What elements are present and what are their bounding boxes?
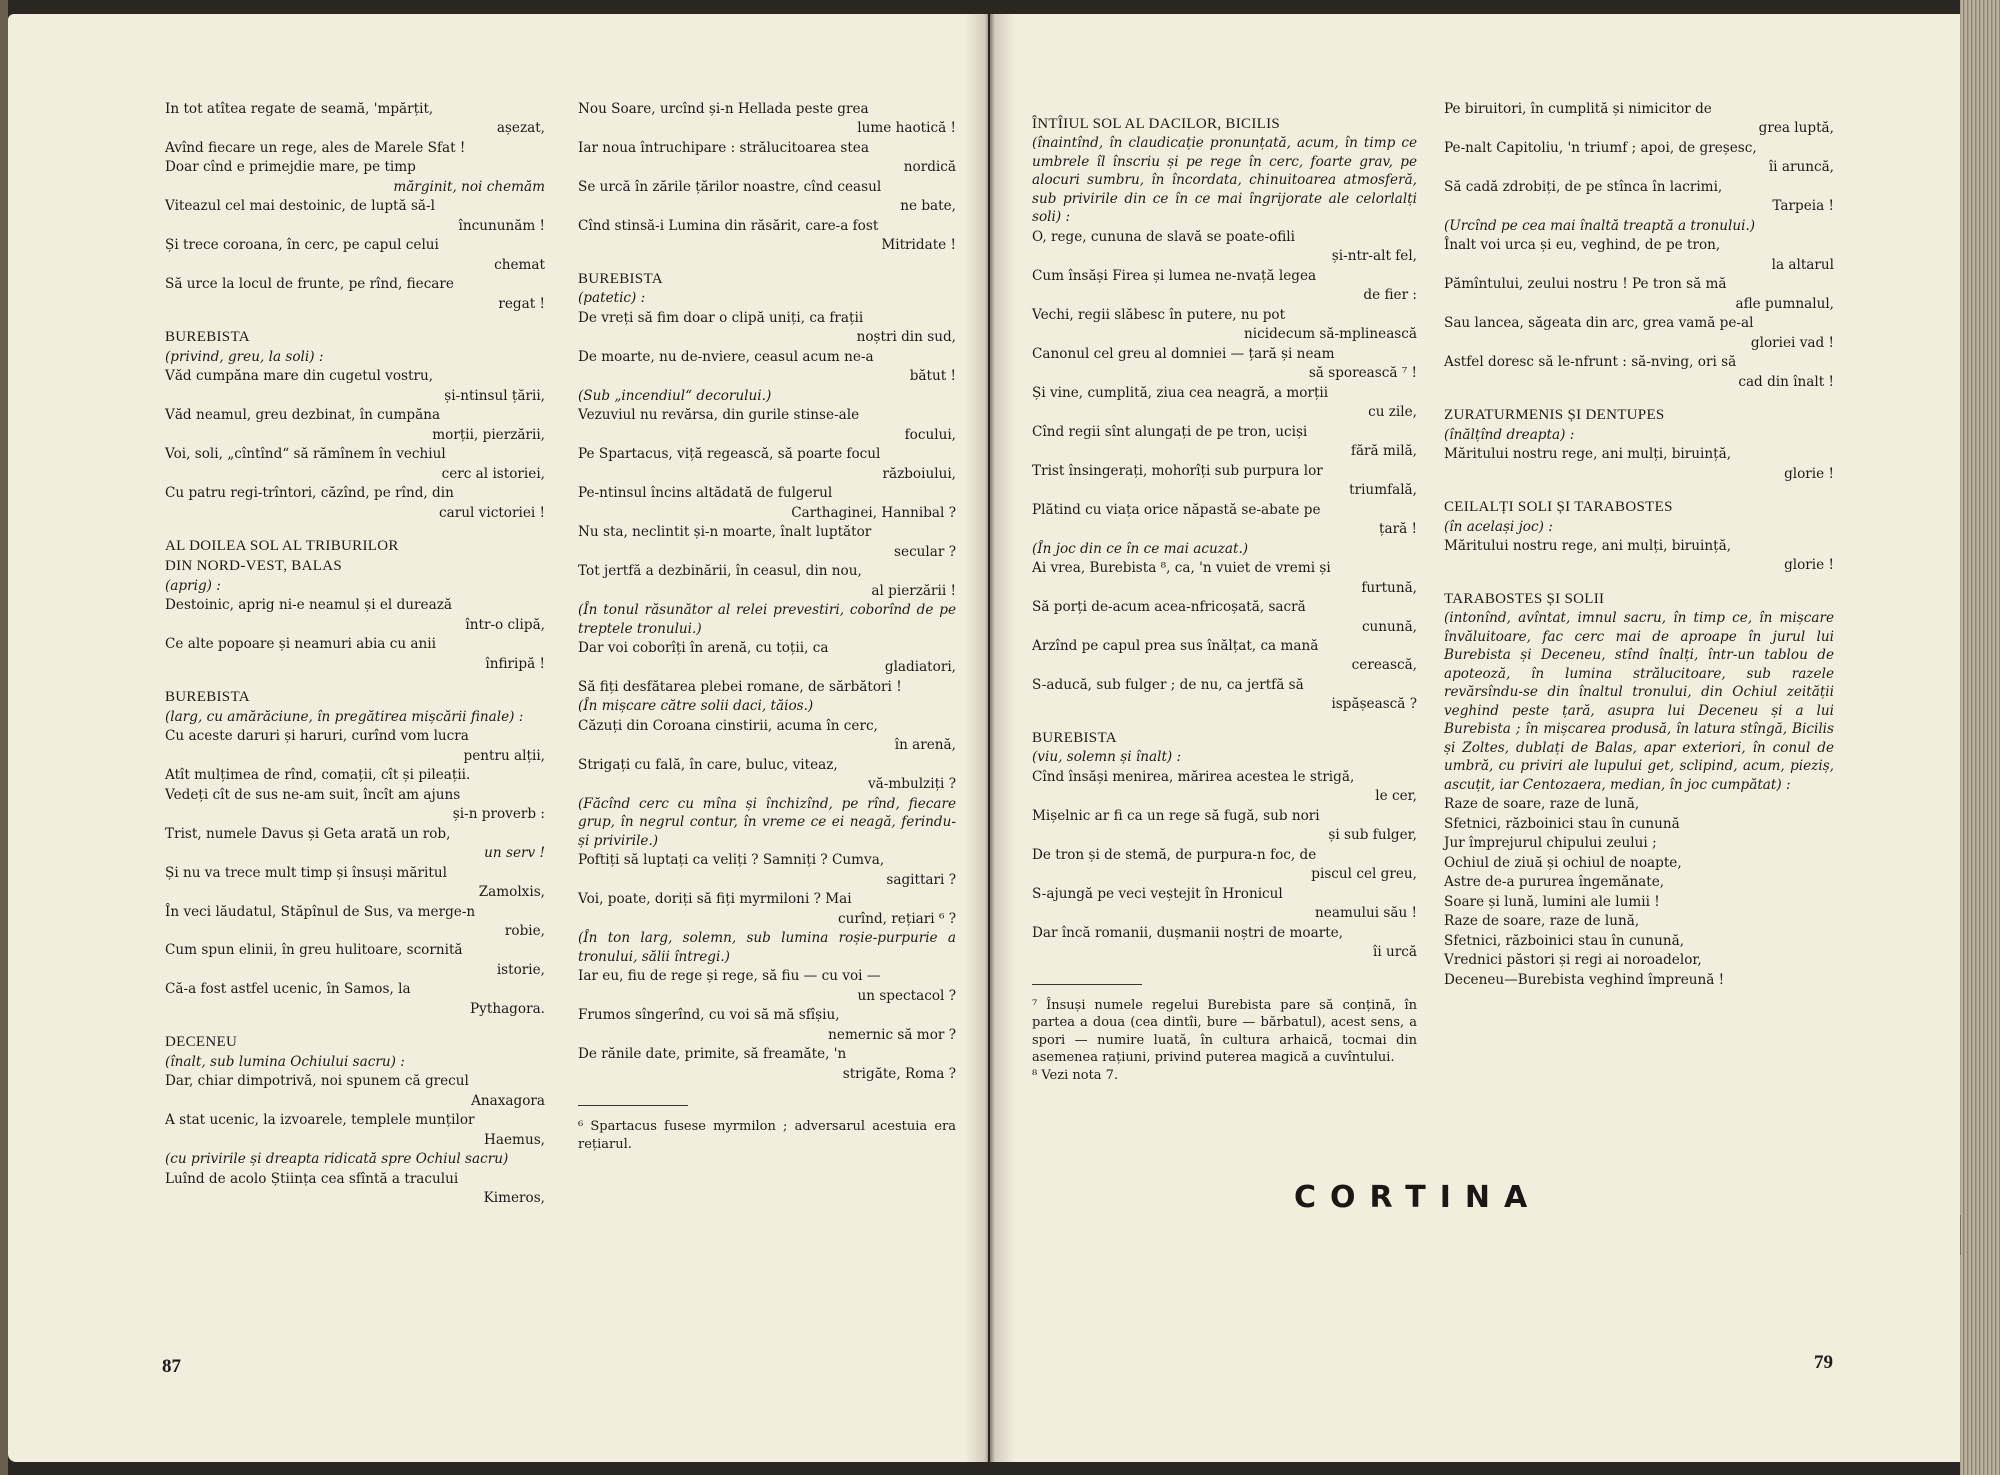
verse-line: Avînd fiecare un rege, ales de Marele Sfat ! [165,139,466,156]
right-book-edge [1960,0,2000,1475]
stage-direction: (aprig) : [165,577,221,594]
verse-line: Nu sta, neclintit și-n moarte, înalt luptător [578,524,872,541]
right-page-column-1 [1032,100,1417,1084]
verse-continuation: bătut ! [909,368,956,385]
verse-line: Poftiți să luptați ca veliți ? Samniți ? Cumva, [578,852,885,869]
verse-line: Doar cînd e primejdie mare, pe timp [165,159,416,176]
verse-line: Arzînd pe capul prea sus înălțat, ca mană [1032,637,1319,654]
hymn-line: Jur împrejurul chipului zeului ; [1444,835,1657,852]
verse-line: Ce alte popoare și neamuri abia cu anii [165,636,436,653]
right-page-column-2 [1444,100,1834,990]
verse-line: Înalt voi urca și eu, veghind, de pe tron, [1444,237,1721,254]
verse-continuation: gladiatori, [884,659,956,676]
verse-line: Cînd regii sînt alungați de pe tron, uciși [1032,423,1308,440]
speaker-name: TARABOSTES ȘI SOLII [1444,590,1605,607]
verse-continuation: sagittari ? [886,871,956,888]
verse-line: O, rege, cununa de slavă se poate-ofili [1032,228,1295,245]
verse-continuation: curînd, rețiari ⁶ ? [838,910,956,927]
speaker-name: ÎNTÎIUL SOL AL DACILOR, BICILIS [1032,116,1281,132]
verse-line: Și trece coroana, în cerc, pe capul celui [165,237,439,254]
stage-direction: (intonînd, avîntat, imnul sacru, în timp ce, în mișcare învăluitoare, fac cerc mai de aproape în jurul lui Burebista și Deceneu, stînd înalți, într-un tablou de apoteoză, în lumina strălucitoare, sub razele revărsîndu-se din înaltul tronului, din Ochiul zeității veghind peste țară, asupra lui Deceneu și a lui Burebista ; în mișcarea produsă, în latura stîngă, Bicilis și Zoltes, dublați de Balas, apar exteriori, în conul de umbră, cu priviri ale lupului get, sclipind, acum, pieziș, ascuțit, iar Centozaera, median, în joc cumpătat) : [1444,610,1834,793]
verse-continuation: nordică [903,159,956,176]
stage-direction: (În mișcare către solii daci, tăios.) [578,698,814,715]
verse-line: Sau lancea, săgeata din arc, grea vamă pe-al [1444,315,1754,332]
verse-line: De moarte, nu de-nviere, ceasul acum ne-a [578,348,874,365]
footnotes-7-8: ⁷ Însuși numele regelui Burebista pare să conțină, în partea a doua (cea dintîi, bure — bărbatul), acest sens, a spori — numire luată, în cultura arhaică, tocmai din asemenea rațiuni, privind puterea magică a cuvîntului. ⁸ Vezi nota 7. [1032,997,1417,1083]
verse-continuation: cerc al istoriei, [441,465,545,482]
verse-continuation: piscul cel greu, [1311,866,1417,883]
verse-line: Dar voi coborîți în arenă, cu toții, ca [578,639,829,656]
verse-line: Pe-ntinsul încins altădată de fulgerul [578,485,833,502]
verse-continuation: Haemus, [484,1131,545,1148]
verse-continuation: Carthaginei, Hannibal ? [791,504,956,521]
verse-continuation: Tarpeia ! [1772,198,1834,215]
stage-direction: (viu, solemn și înalt) : [1032,749,1182,766]
verse-line: S-ajungă pe veci veștejit în Hronicul [1032,885,1283,902]
verse-line: Canonul cel greu al domniei — țară și neam [1032,345,1335,362]
footnote-rule [1032,984,1142,985]
verse-line: Iar eu, fiu de rege și rege, să fiu — cu voi — [578,968,881,985]
verse-continuation: cad din înalt ! [1738,373,1834,390]
verse-continuation: furtună, [1361,579,1417,596]
verse-line: Și nu va trece mult timp și însuși măritul [165,864,447,881]
left-page-column-2-text [578,100,956,1083]
verse-line: Trist, numele Davus și Geta arată un rob, [165,825,451,842]
stage-direction: (cu privirile și dreapta ridicată spre Ochiul sacru) [165,1151,509,1168]
verse-continuation: Pythagora. [470,1000,545,1017]
verse-line: Că-a fost astfel ucenic, în Samos, la [165,981,411,998]
verse-continuation: focului, [904,426,956,443]
verse-line: Și vine, cumplită, ziua cea neagră, a morții [1032,384,1329,401]
hymn-line: Sfetnici, războinici stau în cunună, [1444,932,1685,949]
verse-continuation: vă-mbulziți ? [867,776,956,793]
verse-line: Cu aceste daruri și haruri, curînd vom lucra [165,728,469,745]
verse-continuation: și-ntinsul țării, [444,387,545,404]
verse-continuation: așezat, [496,120,545,137]
verse-line: Pe-nalt Capitoliu, 'n triumf ; apoi, de greșesc, [1444,139,1757,156]
verse-continuation: la altarul [1771,256,1834,273]
verse-line: Vedeți cît de sus ne-am suit, încît am ajuns [165,786,461,803]
verse-continuation: îi aruncă, [1768,159,1834,176]
verse-line: Iar noua întruchipare : strălucitoarea stea [578,139,869,156]
cortina-heading: CORTINA [1294,1180,1542,1215]
verse-line: Vechi, regii slăbesc în putere, nu pot [1032,306,1286,323]
verse-line: Măritului nostru rege, ani mulți, biruință, [1444,446,1732,463]
verse-continuation: războiului, [882,465,956,482]
verse-line: Să porți de-acum acea-nfricoșată, sacră [1032,599,1306,616]
verse-continuation: regat ! [498,295,545,312]
left-book-edge [0,0,8,1475]
verse-line: Să fiți desfătarea plebei romane, de sărbători ! [578,678,902,695]
verse-continuation: în arenă, [894,737,956,754]
verse-line: Cum spun elinii, în greu hulitoare, scornită [165,942,463,959]
verse-continuation: de fier : [1363,287,1417,304]
stage-direction: (înalt, sub lumina Ochiului sacru) : [165,1053,405,1070]
verse-line: Pe Spartacus, viță regească, să poarte focul [578,446,881,463]
verse-continuation: robie, [504,923,545,939]
verse-line: Căzuți din Coroana cinstirii, acuma în cerc, [578,717,878,734]
verse-line: Frumos sîngerînd, cu voi să mă sfîșiu, [578,1007,840,1024]
speaker-name: AL DOILEA SOL AL TRIBURILOR DIN NORD-VEST, BALAS [165,538,399,575]
verse-continuation: pentru alții, [463,747,545,764]
hymn-line: Sfetnici, războinici stau în cunună [1444,815,1680,832]
left-page-column-2 [578,100,956,1153]
verse-continuation: și-ntr-alt fel, [1331,248,1417,265]
speaker-name: ZURATURMENIS ȘI DENTUPES [1444,407,1665,424]
verse-line: Pămîntului, zeului nostru ! Pe tron să mă [1444,276,1727,293]
verse-continuation: chemat [494,256,545,273]
verse-line: Dar încă romanii, dușmanii noștri de moarte, [1032,924,1344,941]
verse-line: Cu patru regi-trîntori, căzînd, pe rînd, din [165,485,454,502]
hymn-line: Deceneu—Burebista veghind împreună ! [1444,971,1725,988]
verse-line: Să urce la locul de frunte, pe rînd, fiecare [165,276,454,293]
verse-continuation: un spectacol ? [857,987,956,1004]
stage-direction: (în același joc) : [1444,518,1553,535]
speaker-name: BUREBISTA [165,329,250,346]
verse-line: Strigați cu fală, în care, buluc, viteaz, [578,756,838,773]
verse-continuation: Kimeros, [483,1190,545,1207]
verse-line: De vreți să fim doar o clipă uniți, ca frații [578,309,864,326]
verse-continuation: ne bate, [900,198,956,215]
verse-line: Nou Soare, urcînd și-n Hellada peste grea [578,101,869,117]
verse-continuation: morții, pierzării, [432,426,545,443]
stage-direction: (înălțînd dreapta) : [1444,426,1575,443]
verse-continuation: înfiripă ! [485,655,545,672]
speaker-name: CEILALȚI SOLI ȘI TARABOSTES [1444,499,1673,516]
verse-line: Mișelnic ar fi ca un rege să fugă, sub nori [1032,807,1320,824]
hymn-line: Astre de-a pururea îngemănate, [1444,874,1665,891]
verse-line: Atît mulțimea de rînd, comații, cît și pileații. [165,767,471,784]
stage-direction: (patetic) : [578,290,646,307]
verse-continuation: Mitridate ! [881,237,956,254]
verse-continuation: noștri din sud, [856,329,956,346]
verse-line: Plătind cu viața orice năpastă se-abate pe [1032,501,1321,518]
verse-continuation: le cer, [1375,788,1417,805]
footnote-rule [578,1105,688,1106]
verse-continuation: cerească, [1351,657,1417,674]
verse-line: Voi, soli, „cîntînd“ să rămînem în vechiul [165,446,446,463]
hymn-line: Soare și lună, lumini ale lumii ! [1444,893,1660,910]
hymn-line: Raze de soare, raze de lună, [1444,913,1640,930]
verse-line: Văd cumpăna mare din cugetul vostru, [165,368,434,385]
verse-line: Tot jertfă a dezbinării, în ceasul, din nou, [578,563,862,580]
verse-line: Voi, poate, doriți să fiți myrmiloni ? Mai [578,891,852,908]
verse-line: Destoinic, aprig ni-e neamul și el durează [165,597,452,614]
verse-continuation: și sub fulger, [1328,827,1417,844]
stage-direction: (Sub „incendiul“ decorului.) [578,387,772,404]
verse-continuation: încununăm ! [458,217,545,234]
stage-direction: (În tonul răsunător al relei prevestiri, coborînd de pe treptele tronului.) [578,602,956,637]
verse-continuation: triumfală, [1349,482,1417,499]
verse-line: Să cadă zdrobiți, de pe stînca în lacrimi, [1444,178,1723,195]
verse-line: Se urcă în zările țărilor noastre, cînd ceasul [578,178,882,195]
verse-continuation: grea luptă, [1758,120,1834,137]
verse-line: Astfel doresc să le-nfrunt : să-nving, ori să [1444,354,1737,371]
verse-continuation: Anaxagora [471,1092,545,1109]
verse-continuation: mărginit, noi chemăm [393,178,545,195]
verse-line: Viteazul cel mai destoinic, de luptă să-l [165,198,435,215]
verse-line: Trist însingerați, mohorîți sub purpura lor [1032,462,1323,479]
verse-line: A stat ucenic, la izvoarele, templele munților [165,1112,475,1129]
verse-line: Cînd stinsă-i Lumina din răsărit, care-a fost [578,217,879,234]
verse-line: Vezuviul nu revărsa, din gurile stinse-ale [578,407,860,424]
verse-continuation: îi urcă [1373,944,1417,961]
speaker-name: BUREBISTA [1032,729,1117,746]
verse-continuation: ispășească ? [1331,696,1417,713]
verse-continuation: într-o clipă, [465,616,545,633]
verse-continuation: afle pumnalul, [1735,295,1834,312]
verse-line: De tron și de stemă, de purpura-n foc, de [1032,846,1317,863]
verse-continuation: țară ! [1379,521,1417,538]
verse-continuation: glorie ! [1784,465,1834,482]
verse-line: S-aducă, sub fulger ; de nu, ca jertfă să [1032,676,1304,693]
page-number-left: 87 [162,1356,181,1377]
speaker-name: BUREBISTA [578,270,663,287]
page-margin-mark [1960,1215,1961,1255]
left-page-column-1 [165,100,545,1209]
verse-continuation: nemernic să mor ? [828,1026,956,1043]
verse-continuation: al pierzării ! [871,582,956,599]
speaker-name: DECENEU [165,1034,238,1051]
verse-continuation: lume haotică ! [857,120,956,137]
verse-continuation: cu zile, [1368,404,1417,421]
verse-line: Luînd de acolo Știința cea sfîntă a tracului [165,1170,459,1187]
verse-continuation: fără milă, [1350,443,1417,460]
verse-continuation: nicidecum să-mplinească [1244,326,1417,343]
verse-continuation: să sporească ⁷ ! [1308,365,1417,382]
stage-direction: (larg, cu amărăciune, în pregătirea mișcării finale) : [165,708,524,725]
verse-continuation: secular ? [894,543,956,560]
verse-line: Dar, chiar dimpotrivă, noi spunem că grecul [165,1073,469,1090]
page-number-right: 79 [1814,1352,1833,1373]
verse-continuation: un serv ! [484,845,545,862]
hymn-line: Vrednici păstori și regi ai noroadelor, [1444,952,1702,969]
stage-direction: (privind, greu, la soli) : [165,348,324,365]
verse-continuation: carul victoriei ! [439,504,545,521]
verse-line: Văd neamul, greu dezbinat, în cumpăna [165,407,441,424]
verse-continuation: strigăte, Roma ? [842,1065,956,1082]
verse-continuation: gloriei vad ! [1750,334,1834,351]
speaker-name: BUREBISTA [165,689,250,706]
verse-continuation: neamului său ! [1315,905,1417,922]
hymn-line: Raze de soare, raze de lună, [1444,796,1640,813]
verse-continuation: istorie, [496,961,545,978]
right-page-column-1-text [1032,114,1417,962]
verse-continuation: Zamolxis, [478,884,545,901]
verse-line: Cînd însăși menirea, mărirea acestea le strigă, [1032,768,1355,785]
verse-line: Ai vrea, Burebista ⁸, ca, 'n vuiet de vremi și [1032,560,1331,577]
verse-line: Cum însăși Firea și lumea ne-nvață legea [1032,267,1317,284]
verse-line: Pe biruitori, în cumplită și nimicitor de [1444,101,1712,117]
hymn-line: Ochiul de ziuă și ochiul de noapte, [1444,854,1682,871]
stage-direction: (Urcînd pe cea mai înaltă treaptă a tronului.) [1444,217,1756,234]
verse-line: În veci lăudatul, Stăpînul de Sus, va merge-n [165,903,476,920]
verse-line: De rănile date, primite, să freamăte, 'n [578,1046,847,1063]
verse-continuation: cunună, [1361,618,1417,635]
verse-continuation: glorie ! [1784,557,1834,574]
stage-direction: (În joc din ce în ce mai acuzat.) [1032,540,1249,557]
verse-line: In tot atîtea regate de seamă, 'mpărțit, [165,101,434,117]
footnote-6: ⁶ Spartacus fusese myrmilon ; adversarul acestuia era rețiarul. [578,1119,956,1152]
stage-direction: (În ton larg, solemn, sub lumina roșie-purpurie a tronului, sălii întregi.) [578,930,956,965]
stage-direction: (Făcînd cerc cu mîna și închizînd, pe rînd, fiecare grup, în negrul contur, în vreme ce ei neagă, ferindu-și privirile.) [578,795,956,849]
stage-direction: (înaintînd, în claudicație pronunțată, acum, în timp ce umbrele îl înscriu și pe rege în cerc, foarte grav, pe alocuri sumbru, în încordata, chinuitoarea atmosferă, sub privirile din ce în ce mai îngrijorate ale celorlalți soli) : [1032,135,1417,226]
book-gutter [965,14,1015,1462]
verse-line: Măritului nostru rege, ani mulți, biruință, [1444,537,1732,554]
verse-continuation: și-n proverb : [452,806,545,823]
